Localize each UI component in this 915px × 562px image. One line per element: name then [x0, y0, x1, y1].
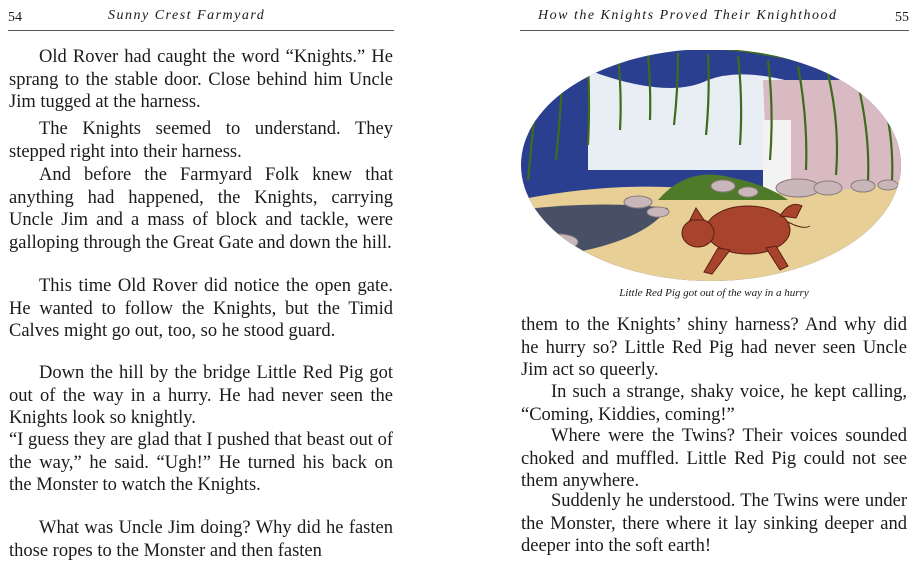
paragraph: “I guess they are glad that I pushed that beast out of the way,” he said. “Ugh!” He turned his back on the Monster to watch the Knights.	[9, 430, 393, 495]
left-page-header	[8, 8, 394, 31]
paragraph: What was Uncle Jim doing? Why did he fasten those ropes to the Monster and then fasten	[9, 518, 393, 561]
paragraph: This time Old Rover did notice the open gate. He wanted to follow the Knights, but the Timid Calves might go out, too, so he stood guard.	[9, 276, 393, 341]
paragraph: Suddenly he understood. The Twins were under the Monster, there where it lay sinking deeper and deeper into the soft earth!	[521, 491, 907, 556]
illustration-caption: Little Red Pig got out of the way in a hurry	[619, 287, 809, 299]
right-page	[512, 0, 915, 562]
illustration	[518, 50, 904, 285]
running-head: Sunny Crest Farmyard	[108, 8, 266, 23]
paragraph: And before the Farmyard Folk knew that anything had happened, the Knights, carrying Uncle Jim and a mass of block and tackle, were galloping through the Great Gate and down the hill.	[9, 165, 393, 253]
left-page	[0, 0, 404, 562]
page-number: 54	[8, 10, 22, 25]
paragraph: The Knights seemed to understand. They stepped right into their harness.	[9, 119, 393, 162]
page-number: 55	[895, 10, 909, 25]
right-page-header	[520, 8, 909, 31]
paragraph: In such a strange, shaky voice, he kept calling, “Coming, Kiddies, coming!”	[521, 382, 907, 425]
book-gutter	[404, 0, 512, 562]
paragraph: them to the Knights’ shiny harness? And why did he hurry so? Little Red Pig had never seen Uncle Jim act so queerly.	[521, 315, 907, 380]
paragraph: Down the hill by the bridge Little Red Pig got out of the way in a hurry. He had never seen the Knights look so knightly.	[9, 363, 393, 428]
running-head: How the Knights Proved Their Knighthood	[538, 8, 838, 23]
paragraph: Where were the Twins? Their voices sounded choked and muffled. Little Red Pig could not see them anywhere.	[521, 426, 907, 491]
paragraph: Old Rover had caught the word “Knights.” He sprang to the stable door. Close behind him Uncle Jim tugged at the harness.	[9, 47, 393, 112]
